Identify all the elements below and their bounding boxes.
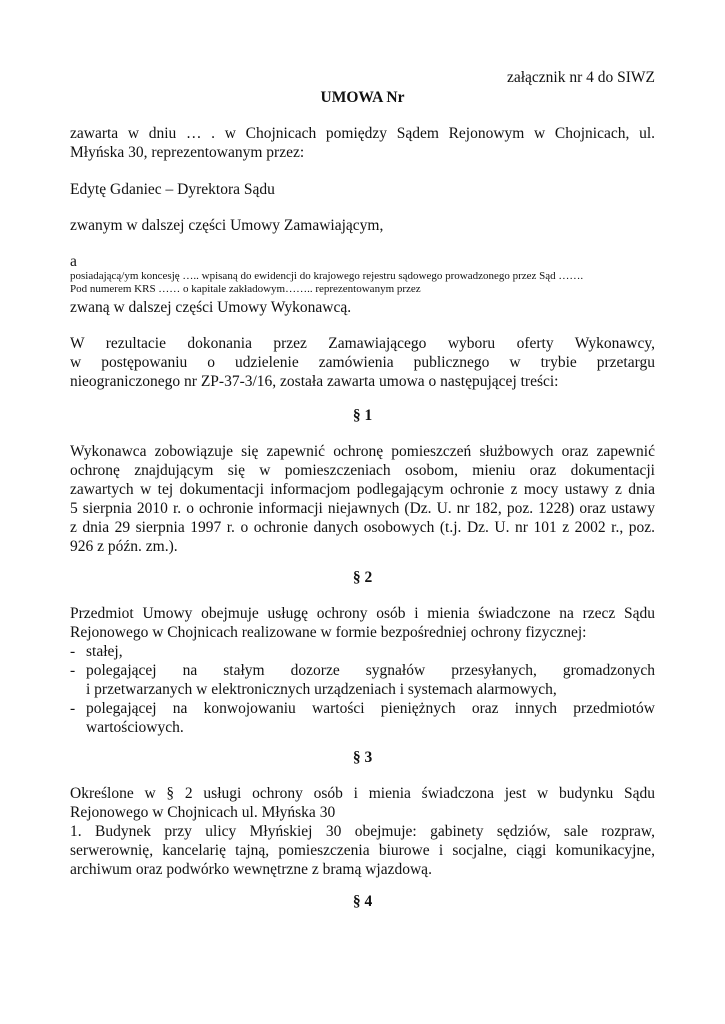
section-1-paragraph (70, 442, 655, 556)
result-line: w postępowaniu o udzielenie zamówienia publicznego w trybie przetargu (70, 354, 655, 371)
section-2-heading: § 2 (352, 569, 373, 586)
result-line: W rezultacie dokonania przez Zamawiającego wyboru oferty Wykonawcy, (70, 335, 655, 352)
representative: Edytę Gdaniec – Dyrektora Sądu (70, 181, 275, 198)
section-1-line: 926 z późn. zm.). (70, 538, 178, 555)
contract-title: UMOWA Nr (320, 89, 405, 106)
section-1-line: zawartych w tej dokumentacji informacjom podlegającym ochronie z mocy ustawy z dnia (70, 481, 655, 498)
section-1-line: ochronę znajdującym się w pomieszczeniach osobom, mieniu oraz dokumentacji (70, 462, 655, 479)
ordering-party-clause: zwanym w dalszej części Umowy Zamawiającym, (70, 217, 384, 234)
section-3-heading: § 3 (352, 749, 373, 766)
section-3-line: serwerownię, kancelarię tajną, pomieszczenia biurowe i socjalne, ciągi komunikacyjne, (70, 842, 655, 859)
list-item-text: i przetwarzanych w elektronicznych urządzeniach i systemach alarmowych, (86, 681, 557, 698)
section-3-line: Określone w § 2 usługi ochrony osób i mienia świadczona jest w budynku Sądu (70, 785, 655, 802)
contractor-details-line: posiadającą/ym koncesję ….. wpisaną do ewidencji do krajowego rejestru sądowego prowadzonego przez Sąd ……. (70, 270, 584, 282)
result-paragraph (70, 334, 655, 391)
section-1-line: Wykonawca zobowiązuje się zapewnić ochronę pomieszczeń służbowych oraz zapewnić (70, 443, 655, 460)
section-1-line: z dnia 29 sierpnia 1997 r. o ochronie danych osobowych (t.j. Dz. U. nr 101 z 2002 r., poz. (70, 519, 655, 536)
list-item-text: stałej, (86, 643, 123, 660)
section-2-line: Rejonowego w Chojnicach realizowane w formie bezpośredniej ochrony fizycznej: (70, 624, 587, 641)
list-dash: - (70, 643, 76, 660)
list-item (70, 661, 655, 699)
list-item-text: wartościowych. (86, 719, 184, 736)
list-dash: - (70, 662, 76, 679)
list-dash: - (70, 700, 76, 717)
section-2-line: Przedmiot Umowy obejmuje usługę ochrony osób i mienia świadczone na rzecz Sądu (70, 605, 655, 622)
section-2-intro (70, 604, 655, 642)
intro-line: zawarta w dniu … . w Chojnicach pomiędzy Sądem Rejonowym w Chojnicach, ul. (70, 125, 655, 142)
attachment-label: załącznik nr 4 do SIWZ (506, 69, 655, 86)
contractor-details-line: Pod numerem KRS …… o kapitale zakładowym…….. reprezentowanym przez (70, 283, 421, 295)
section-3-line: archiwum oraz podwórko wewnętrzne z bramą wjazdową. (70, 861, 432, 878)
list-item (70, 699, 655, 737)
section-3-line: 1. Budynek przy ulicy Młyńskiej 30 obejmuje: gabinety sędziów, sale rozpraw, (70, 823, 655, 840)
conjunction-a: a (70, 253, 77, 270)
section-3-paragraph (70, 784, 655, 879)
list-item-text: polegającej na stałym dozorze sygnałów przesyłanych, gromadzonych (86, 662, 655, 679)
intro-line: Młyńska 30, reprezentowanym przez: (70, 144, 305, 161)
intro-paragraph (70, 124, 655, 162)
list-item-text: polegającej na konwojowaniu wartości pieniężnych oraz innych przedmiotów (86, 700, 655, 717)
section-1-heading: § 1 (352, 407, 373, 424)
result-line: nieograniczonego nr ZP-37-3/16, została zawarta umowa o następującej treści: (70, 373, 559, 390)
section-4-heading: § 4 (352, 893, 373, 910)
section-1-line: 5 sierpnia 2010 r. o ochronie informacji niejawnych (Dz. U. nr 182, poz. 1228) oraz ustawy (70, 500, 655, 517)
contractor-clause: zwaną w dalszej części Umowy Wykonawcą. (70, 299, 352, 316)
list-item (70, 642, 655, 661)
section-3-line: Rejonowego w Chojnicach ul. Młyńska 30 (70, 804, 336, 821)
